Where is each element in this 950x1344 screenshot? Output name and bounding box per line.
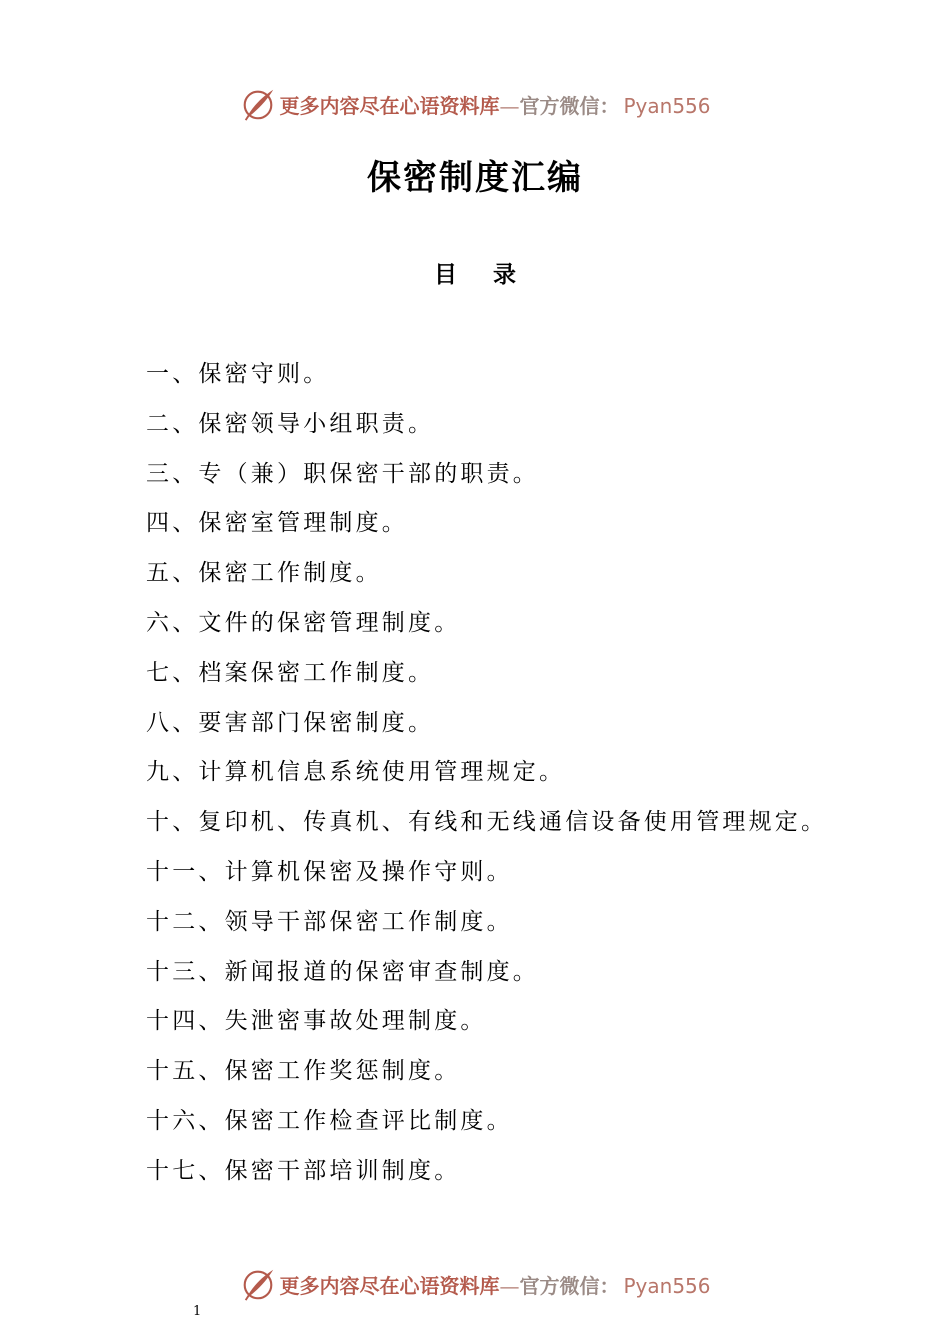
page-number: 1	[193, 1304, 202, 1319]
toc-item: 十七、保密干部培训制度。	[146, 1157, 461, 1184]
toc-item: 十五、保密工作奖惩制度。	[146, 1058, 461, 1085]
toc-item: 五、保密工作制度。	[146, 560, 382, 587]
watermark-wechat-id: Pyan556	[623, 93, 711, 118]
header-watermark	[0, 82, 950, 126]
watermark-wechat-id: Pyan556	[623, 1273, 711, 1298]
watermark-brand: 更多内容尽在心语资料库	[279, 1273, 500, 1298]
watermark-label: 官方微信：	[519, 93, 620, 118]
document-title: 保密制度汇编	[367, 158, 583, 198]
toc-list	[146, 352, 827, 1199]
toc-item: 十、复印机、传真机、有线和无线通信设备使用管理规定。	[146, 809, 828, 836]
toc-item: 四、保密室管理制度。	[146, 510, 408, 537]
toc-item: 十六、保密工作检查评比制度。	[146, 1107, 513, 1134]
toc-item: 十二、领导干部保密工作制度。	[146, 908, 513, 935]
watermark-label: 官方微信：	[519, 1273, 620, 1298]
toc-item: 六、文件的保密管理制度。	[146, 609, 461, 636]
quill-logo-icon	[239, 1265, 277, 1303]
watermark-dash: —	[499, 93, 520, 118]
watermark-dash: —	[499, 1273, 520, 1298]
toc-item: 十一、计算机保密及操作守则。	[146, 858, 513, 885]
toc-item: 三、专（兼）职保密干部的职责。	[146, 460, 539, 487]
watermark-text	[279, 90, 710, 119]
footer-watermark	[0, 1262, 950, 1306]
toc-item: 七、档案保密工作制度。	[146, 659, 435, 686]
watermark-brand: 更多内容尽在心语资料库	[279, 93, 500, 118]
toc-item: 二、保密领导小组职责。	[146, 410, 435, 437]
toc-item: 八、要害部门保密制度。	[146, 709, 435, 736]
toc-item: 十三、新闻报道的保密审查制度。	[146, 958, 539, 985]
toc-item: 一、保密守则。	[146, 361, 330, 387]
toc-item: 九、计算机信息系统使用管理规定。	[146, 759, 566, 786]
watermark-text	[279, 1270, 710, 1299]
quill-logo-icon	[239, 85, 277, 123]
toc-heading: 目录	[434, 261, 552, 288]
toc-item: 十四、失泄密事故处理制度。	[146, 1008, 487, 1035]
